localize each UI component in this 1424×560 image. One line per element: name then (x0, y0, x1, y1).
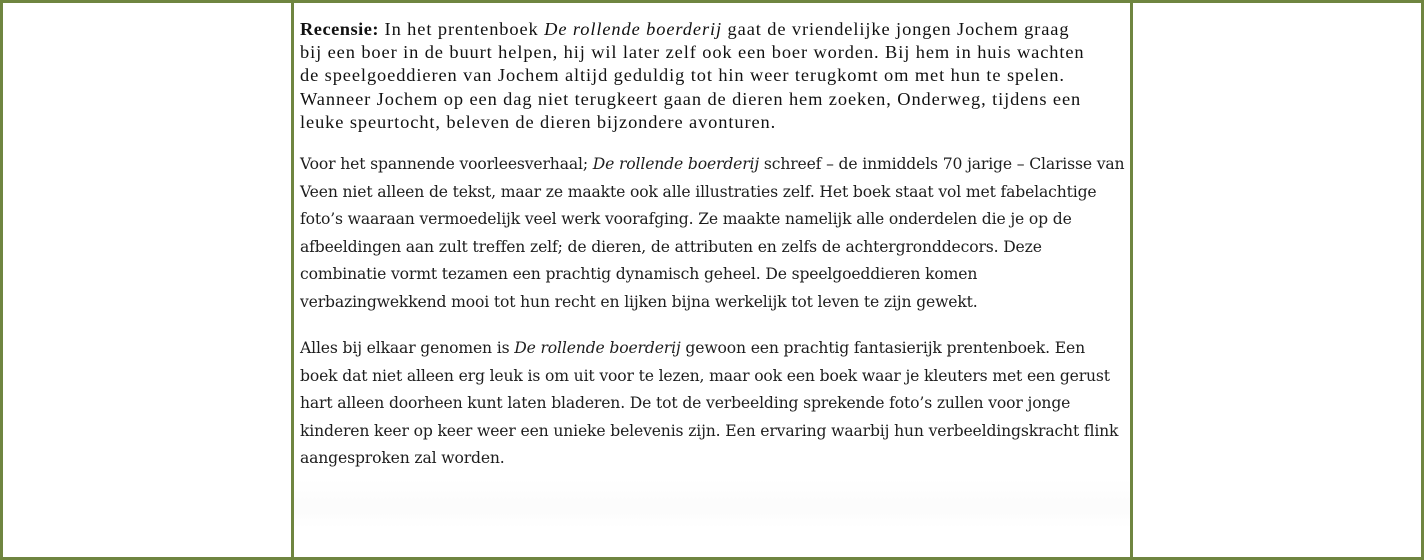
review-intro-paragraph (300, 18, 1090, 134)
right-divider (1130, 0, 1133, 560)
paragraph-2-before: Voor het spannende voorleesverhaal; (300, 155, 593, 174)
book-title: De rollende boerderij (592, 155, 760, 174)
review-intro-before: In het prentenboek (379, 19, 545, 39)
review-paragraph-2 (300, 151, 1125, 316)
review-label: Recensie: (300, 19, 380, 39)
paragraph-2-after: schreef – de inmiddels 70 jarige – Clarisse van Veen niet alleen de tekst, maar ze maakte ook alle illustraties zelf. Het boek staat vol met fabelachtige foto’s waaraan vermoedelijk veel werk voorafging. Ze maakte namelijk alle onderdelen die je op de afbeeldingen aan zult treffen zelf; de dieren, de attributen en zelfs de achtergronddecors. Deze combinatie vormt tezamen een prachtig dynamisch geheel. De speelgoeddieren komen verbazingwekkend mooi tot hun recht en lijken bijna werkelijk tot leven te zijn gewekt. (300, 155, 1125, 311)
paragraph-3-before: Alles bij elkaar genomen is (300, 339, 515, 358)
book-title: De rollende boerderij (514, 339, 681, 358)
paragraph-3-after: gewoon een prachtig fantasierijk prentenboek. Een boek dat niet alleen erg leuk is om uit voor te lezen, maar ook een boek waar je kleuters met een gerust hart alleen doorheen kunt laten bladeren. De tot de verbeelding sprekende foto’s zullen voor jonge kinderen keer op keer weer een unieke belevenis zijn. Een ervaring waarbij hun verbeeldingskracht flink aangesproken zal worden. (300, 339, 1119, 468)
review-paragraph-3 (300, 335, 1120, 473)
review-intro-after: gaat de vriendelijke jongen Jochem graag bij een boer in de buurt helpen, hij wil later zelf ook een boer worden. Bij hem in huis wachten de speelgoeddieren van Jochem altijd geduldig tot hin weer terugkomt om met hun te spelen. Wanneer Jochem op een dag niet terugkeert gaan de dieren hem zoeken, Onderweg, tijdens een leuke speurtocht, beleven de dieren bijzondere avonturen. (300, 19, 1085, 132)
book-title: De rollende boerderij (544, 19, 723, 39)
left-divider (291, 0, 294, 560)
review-content (300, 18, 1125, 473)
